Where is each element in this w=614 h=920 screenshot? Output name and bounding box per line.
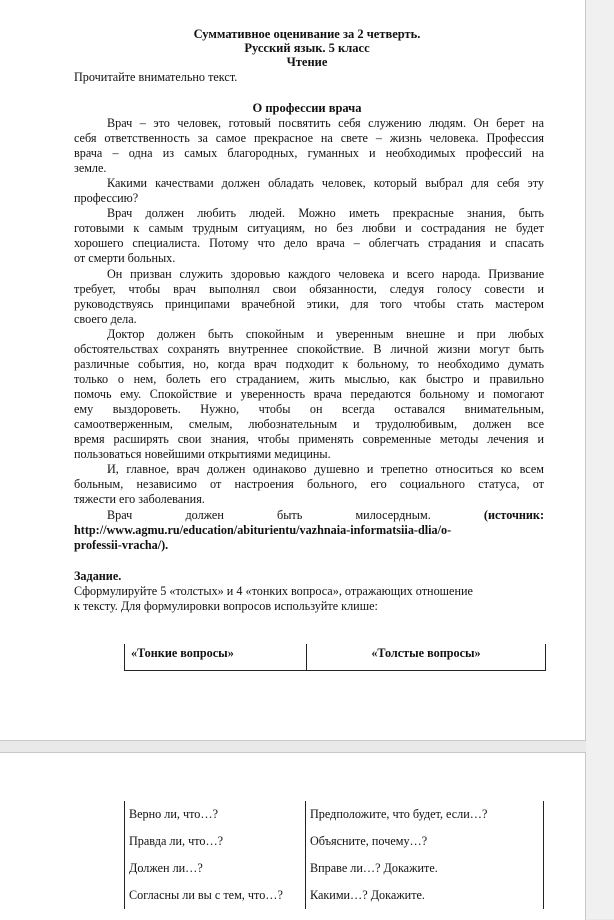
body-line: помочь ему. Спокойствие и уверенность врача передаются больному и помогают bbox=[74, 386, 544, 401]
body-line: пользоваться новейшими открытиями медицины. bbox=[74, 447, 331, 462]
body-line: от смерти больных. bbox=[74, 251, 176, 266]
header-title: Суммативное оценивание за 2 четверть. bbox=[193, 27, 421, 41]
body-line: профессию? bbox=[74, 191, 139, 206]
body-line: себя ответственность за самое прекрасное на свете – жизнь человека. Профессия bbox=[74, 131, 544, 146]
cliche-table bbox=[124, 801, 544, 909]
cliche-row bbox=[125, 855, 544, 882]
body-line: требует, чтобы врач выполнял свои обязанности, следуя голосу совести и bbox=[74, 281, 544, 296]
task-line-1: Сформулируйте 5 «толстых» и 4 «тонких вопроса», отражающих отношение bbox=[74, 584, 473, 598]
source-word: Врач bbox=[107, 508, 133, 522]
source-word: быть bbox=[277, 508, 303, 522]
cliche-thick: Предположите, что будет, если…? bbox=[306, 801, 544, 828]
cliche-thin: Верно ли, что…? bbox=[125, 801, 306, 828]
cliche-thin: Должен ли…? bbox=[125, 855, 306, 882]
source-url-1[interactable]: http://www.agmu.ru/education/abiturientu/vazhnaia-informatsiia-dlia/o- bbox=[74, 523, 452, 537]
instruction: Прочитайте внимательно текст. bbox=[74, 70, 238, 84]
body-line: земле. bbox=[74, 161, 107, 176]
body-line: самоотверженным, смелым, любознательным и трудолюбивым, должен все bbox=[74, 417, 544, 431]
body-line: готовыми к самым трудным ситуациям, но без любви и сострадания не будет bbox=[74, 221, 544, 236]
body-line: время расширять свои знания, чтобы применять современные методы лечения и bbox=[74, 432, 544, 447]
body-line: своего дела. bbox=[74, 311, 137, 326]
cliche-row bbox=[125, 882, 544, 909]
body-line: ему выздороветь. Нужно, чтобы он всегда оставался внимательным, bbox=[74, 401, 544, 416]
text-title: О профессии врача bbox=[252, 101, 362, 115]
cliche-thick: Объясните, почему…? bbox=[306, 828, 544, 855]
table-col-thick: «Толстые вопросы» bbox=[371, 646, 481, 660]
body-line: Врач – это человек, готовый посвятить себя служению людям. Он берет на bbox=[107, 116, 544, 130]
document-page-2 bbox=[0, 752, 586, 920]
body-line: хорошего специалиста. Потому что дело врача – облегчать страдания и спасать bbox=[74, 236, 544, 251]
source-line bbox=[74, 508, 544, 522]
body-line: больным, независимо от настроения больного, его социального статуса, от bbox=[74, 477, 544, 492]
body-line: тяжести его заболевания. bbox=[74, 492, 205, 507]
body-line: руководствуясь принципами врачебной этики, для того чтобы стать мастером bbox=[74, 296, 544, 311]
header-section: Чтение bbox=[286, 55, 328, 69]
task-label: Задание. bbox=[74, 569, 122, 583]
body-line: И, главное, врач должен одинаково душевно и трепетно относиться ко всем bbox=[107, 462, 544, 477]
cliche-row bbox=[125, 828, 544, 855]
body-line: Доктор должен быть спокойным и уверенным внешне и при любых bbox=[107, 326, 544, 341]
source-word: милосердным. bbox=[355, 508, 431, 522]
body-line: различные события, но, когда врач подходит к больному, то необходимо думать bbox=[74, 356, 544, 371]
cliche-thick: Какими…? Докажите. bbox=[306, 882, 544, 909]
cliche-thick: Вправе ли…? Докажите. bbox=[306, 855, 544, 882]
source-url-2[interactable]: professii-vracha/). bbox=[74, 538, 169, 552]
body-line: обстоятельствах сохранять внутреннее спокойствие. В личной жизни могут быть bbox=[74, 341, 544, 356]
cliche-thin: Согласны ли вы с тем, что…? bbox=[125, 882, 306, 909]
cliche-thin: Правда ли, что…? bbox=[125, 828, 306, 855]
body-line: только о нем, болеть его страданием, жить мыслью, как быстро и правильно bbox=[74, 371, 544, 386]
task-line-2: к тексту. Для формулировки вопросов используйте клише: bbox=[74, 599, 378, 613]
body-line: Врач должен любить людей. Можно иметь прекрасные знания, быть bbox=[107, 206, 544, 221]
header-subject: Русский язык. 5 класс bbox=[244, 41, 370, 55]
body-line: Он призван служить здоровью каждого человека и всего народа. Призвание bbox=[107, 266, 544, 281]
table-col-thin: «Тонкие вопросы» bbox=[131, 646, 234, 660]
body-line: Какими качествами должен обладать человек, который выбрал для себя эту bbox=[107, 176, 544, 191]
source-label: (источник: bbox=[483, 508, 544, 522]
body-line: врача – одна из самых благородных, гуманных и необходимых профессий на bbox=[74, 146, 544, 161]
source-word: должен bbox=[185, 508, 224, 522]
scrollbar[interactable] bbox=[586, 0, 614, 919]
cliche-row bbox=[125, 801, 544, 828]
questions-table-header bbox=[124, 644, 546, 671]
